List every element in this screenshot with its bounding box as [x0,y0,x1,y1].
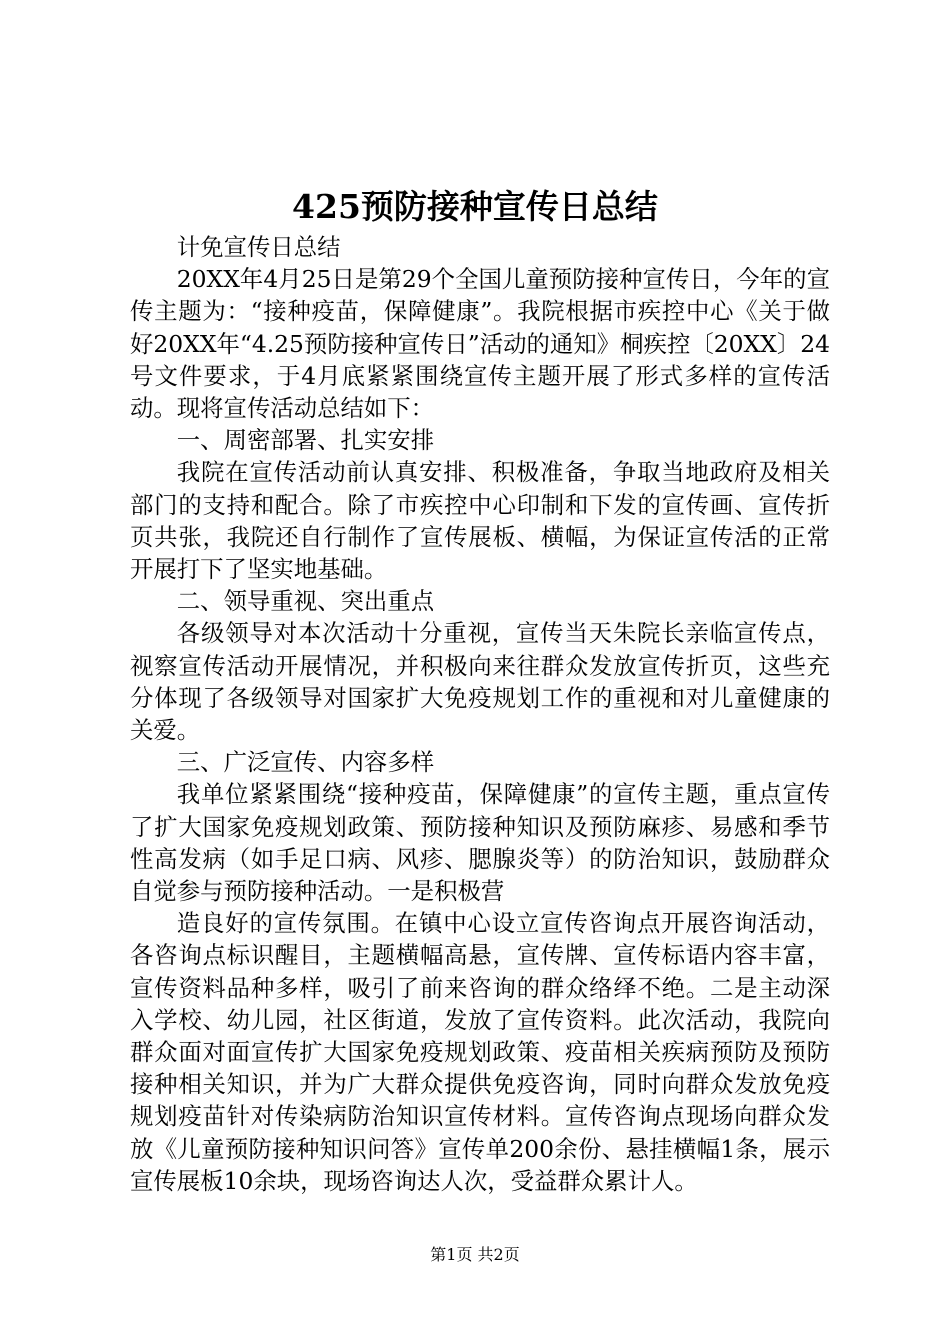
paragraph-section-3a: 我单位紧紧围绕“接种疫苗，保障健康”的宣传主题，重点宣传了扩大国家免疫规划政策、预防接种知识及预防麻疹、易感和季节性高发病（如手足口病、风疹、腮腺炎等）的防治知识，鼓励群众自觉参与预防接种活动。一是积极营 [130,780,830,906]
paragraph-section-1: 我院在宣传活动前认真安排、积极准备，争取当地政府及相关部门的支持和配合。除了市疾控中心印制和下发的宣传画、宣传折页共张，我院还自行制作了宣传展板、横幅，为保证宣传活的正常开展打下了坚实地基础。 [130,458,830,584]
page-footer: 第1页 共2页 [430,1245,520,1264]
section-heading-1: 一、周密部署、扎实安排 [176,426,435,455]
document-body [130,231,830,1197]
document-title: 425预防接种宣传日总结 [292,187,658,226]
paragraph-heading-summary: 计免宣传日总结 [176,233,341,261]
section-heading-2: 二、领导重视、突出重点 [176,587,435,616]
paragraph-section-3b: 造良好的宣传氛围。在镇中心设立宣传咨询点开展咨询活动，各咨询点标识醒目，主题横幅高悬，宣传牌、宣传标语内容丰富，宣传资料品种多样，吸引了前来咨询的群众络绎不绝。二是主动深入学校、幼儿园，社区街道，发放了宣传资料。此次活动，我院向群众面对面宣传扩大国家免疫规划政策、疫苗相关疾病预防及预防接种相关知识，并为广大群众提供免疫咨询，同时向群众发放免疫规划疫苗针对传染病防治知识宣传材料。宣传咨询点现场向群众发放《儿童预防接种知识问答》宣传单200余份、悬挂横幅1条，展示宣传展板10余块，现场咨询达人次，受益群众累计人。 [130,909,830,1195]
paragraph-intro: 20XX年4月25日是第29个全国儿童预防接种宣传日，今年的宣传主题为：“接种疫苗，保障健康”。我院根据市疾控中心《关于做好20XX年“4.25预防接种宣传日”活动的通知》桐疾控〔20XX〕24号文件要求，于4月底紧紧围绕宣传主题开展了形式多样的宣传活动。现将宣传活动总结如下： [130,265,830,423]
paragraph-section-2: 各级领导对本次活动十分重视，宣传当天朱院长亲临宣传点，视察宣传活动开展情况，并积极向来往群众发放宣传折页，这些充分体现了各级领导对国家扩大免疫规划工作的重视和对儿童健康的关爱。 [130,619,830,745]
section-heading-3: 三、广泛宣传、内容多样 [176,748,435,777]
